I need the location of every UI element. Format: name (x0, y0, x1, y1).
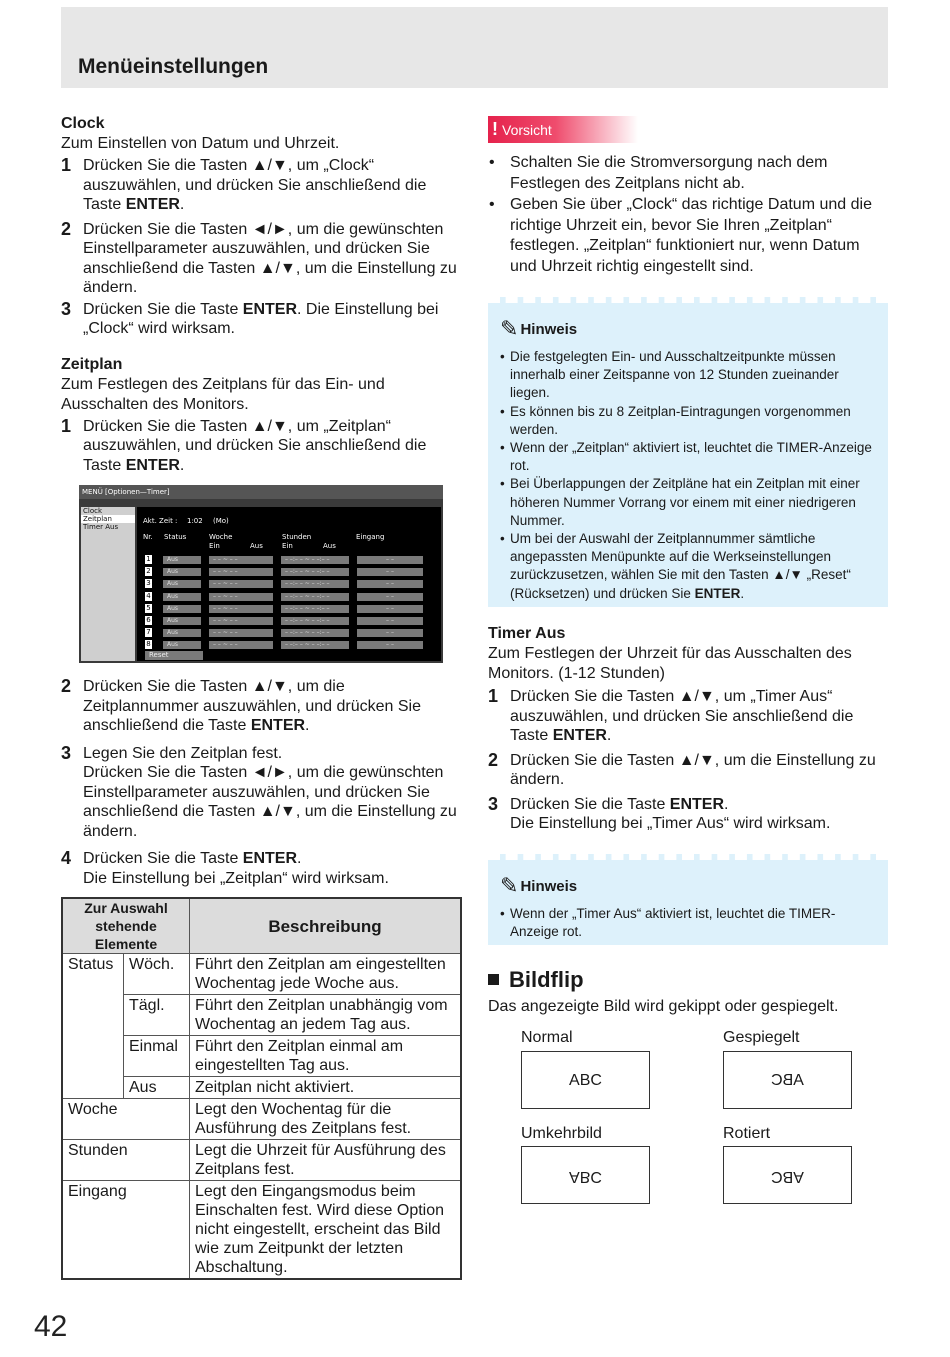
menu-cell-status: Aus (163, 629, 201, 637)
table-cell-stunden: Stunden (62, 1140, 190, 1181)
menu-cell-nr: 4 (146, 591, 151, 600)
timer-aus-intro: Zum Festlegen der Uhrzeit für das Ausschalten des Monitors. (1-12 Stunden) (488, 645, 852, 682)
menu-side-item-selected: Zeitplan (81, 515, 135, 523)
pencil-icon: ✎ (500, 873, 519, 899)
menu-cell-woche: – – ~ – – (209, 617, 273, 625)
clock-step-2: 2 Drücken Sie die Tasten ◄/►, um die gewünschten Einstellparameter auszuwählen, und drücken Sie anschließend die Tasten ▲/▼, um die Einstellung zu ändern. (61, 218, 457, 296)
menu-schedule-row (145, 567, 425, 576)
hint-item: • Die festgelegten Ein- und Ausschaltzeitpunkte müssen innerhalb einer Zeitspanne von 12 Stunden zueinander liegen. (500, 348, 878, 403)
menu-cell-eingang: – – (357, 580, 423, 588)
page-number: 42 (34, 1310, 68, 1343)
timer-aus-step-3: 3 Drücken Sie die Taste ENTER. Die Einstellung bei „Timer Aus“ wird wirksam. (488, 793, 831, 832)
zeitplan-steps-a (61, 417, 463, 476)
menu-cell-stunden: – –:– – ~ – –:– – (281, 605, 349, 613)
table-cell-status: Status (62, 954, 124, 1099)
menu-sub-ein: Ein (282, 542, 293, 550)
menu-cell-eingang: – – (357, 605, 423, 613)
menu-cell-status: Aus (163, 556, 201, 564)
clock-step-1: 1 Drücken Sie die Tasten ▲/▼, um „Clock“ auszuwählen, und drücken Sie anschließend die Taste ENTER. (61, 155, 427, 213)
menu-cell-stunden: – –:– – ~ – –:– – (281, 580, 349, 588)
caution-item: • Schalten Sie die Stromversorgung nach dem Festlegen des Zeitplans nicht ab. (488, 153, 888, 194)
menu-schedule-row (145, 579, 425, 588)
hint-item: • Es können bis zu 8 Zeitplan-Eintragungen vorgenommen werden. (500, 403, 878, 439)
menu-cell-stunden: – –:– – ~ – –:– – (281, 629, 349, 637)
menu-cell-nr: 6 (146, 616, 151, 624)
table-cell-eingang-desc: Legt den Eingangsmodus beim Einschalten fest. Wird diese Option nicht eingestellt, erscheint das Bild wie zum Zeitpunkt der letzten Abschaltung. (190, 1181, 462, 1280)
menu-col-stunden: Stunden (282, 533, 312, 541)
zeitplan-intro: Zum Festlegen des Zeitplans für das Ein- und Ausschalten des Monitors. (61, 375, 385, 413)
page-title: Menüeinstellungen (78, 55, 269, 78)
square-bullet-icon (488, 974, 499, 985)
menu-side-item: Timer Aus (83, 523, 119, 531)
menu-cell-status: Aus (163, 568, 201, 576)
hint-list (500, 905, 878, 941)
clock-steps (61, 156, 463, 339)
menu-cell-eingang: – – (357, 593, 423, 601)
caution-list (488, 153, 888, 277)
clock-title: Clock (61, 115, 105, 132)
timer-aus-step-1: 1 Drücken Sie die Tasten ▲/▼, um „Timer Aus“ auszuwählen, und drücken Sie anschließend die Taste ENTER. (488, 686, 854, 744)
table-cell-einmal-desc: Führt den Zeitplan einmal am eingestellten Tag aus. (190, 1036, 462, 1077)
menu-col-woche: Woche (209, 533, 233, 541)
table-cell-stunden-desc: Legt die Uhrzeit für Ausführung des Zeitplans fest. (190, 1140, 462, 1181)
hint-item: • Wenn der „Timer Aus“ aktiviert ist, leuchtet die TIMER-Anzeige rot. (500, 905, 878, 941)
clock-intro: Zum Einstellen von Datum und Uhrzeit. (61, 135, 340, 152)
timer-aus-step-2: 2 Drücken Sie die Tasten ▲/▼, um die Einstellung zu ändern. (488, 749, 876, 788)
menu-cell-woche: – – ~ – – (209, 556, 273, 564)
menu-sidebar (81, 507, 135, 661)
menu-schedule-row (145, 555, 425, 564)
table-cell-eingang: Eingang (62, 1181, 190, 1280)
flip-label-normal: Normal (521, 1029, 573, 1046)
timer-aus-title: Timer Aus (488, 625, 566, 642)
menu-cell-stunden: – –:– – ~ – –:– – (281, 593, 349, 601)
hint-box-timer-aus (488, 854, 888, 945)
menu-cell-nr: 5 (146, 603, 151, 612)
menu-title-bar: MENÜ [Optionen—Timer] (79, 485, 443, 499)
menu-cell-woche: – – ~ – – (209, 641, 273, 649)
menu-side-item: Clock (83, 507, 103, 515)
caution-header: ! Vorsicht (488, 116, 638, 143)
hint-list (500, 348, 878, 603)
menu-sub-ein: Ein (209, 542, 220, 550)
menu-cell-status: Aus (163, 580, 201, 588)
table-cell-woche-desc: Legt den Wochentag für die Ausführung des Zeitplans fest. (190, 1099, 462, 1140)
table-cell-einmal: Einmal (124, 1036, 190, 1077)
menu-schedule-row (145, 616, 425, 625)
menu-cell-eingang: – – (357, 617, 423, 625)
menu-cell-nr: 7 (146, 628, 151, 637)
table-cell-aus: Aus (124, 1077, 190, 1099)
table-head-description: Beschreibung (190, 898, 462, 954)
table-cell-woche: Woche (62, 1099, 190, 1140)
exclamation-icon: ! (492, 119, 498, 139)
flip-box-gespiegelt: ABC (723, 1051, 852, 1109)
menu-cell-stunden: – –:– – ~ – –:– – (281, 556, 349, 564)
menu-schedule-row (145, 640, 425, 649)
menu-col-nr: Nr. (143, 533, 153, 541)
menu-cell-eingang: – – (357, 629, 423, 637)
left-column (61, 114, 463, 1280)
bildflip-title: Bildflip (488, 967, 888, 993)
pencil-icon: ✎ (500, 317, 519, 342)
zeitplan-step-3: 3 Legen Sie den Zeitplan fest. Drücken Sie die Tasten ◄/►, um die gewünschten Einstellparameter auszuwählen, und drücken Sie anschließend die Tasten ▲/▼, um die Einstellung zu ändern. (61, 742, 457, 840)
menu-cell-nr: 2 (146, 567, 151, 576)
menu-akt-label: Akt. Zeit : (143, 517, 178, 525)
table-cell-tagl-desc: Führt den Zeitplan unabhängig vom Wochentag an jedem Tag aus. (190, 995, 462, 1036)
flip-label-rotiert: Rotiert (723, 1125, 771, 1142)
menu-sub-aus: Aus (250, 542, 263, 550)
flip-box-normal: ABC (521, 1051, 650, 1109)
hint-box-zeitplan (488, 297, 888, 607)
hint-item: • Wenn der „Zeitplan“ aktiviert ist, leuchtet die TIMER-Anzeige rot. (500, 439, 878, 475)
zeitplan-step-1: 1 Drücken Sie die Tasten ▲/▼, um „Zeitplan“ auszuwählen, und drücken Sie anschließend die Taste ENTER. (61, 415, 427, 474)
bildflip-intro: Das angezeigte Bild wird gekippt oder gespiegelt. (488, 997, 839, 1015)
clock-step-3: 3 Drücken Sie die Taste ENTER. Die Einstellung bei „Clock“ wird wirksam. (61, 298, 439, 337)
hint-header: ✎ Hinweis (500, 317, 578, 342)
menu-sub-aus: Aus (323, 542, 336, 550)
menu-cell-stunden: – –:– – ~ – –:– – (281, 641, 349, 649)
right-column (488, 116, 888, 1017)
page-header (61, 7, 888, 88)
menu-schedule-row (145, 592, 425, 601)
table-cell-tagl: Tägl. (124, 995, 190, 1036)
menu-cell-status: Aus (163, 641, 201, 649)
menu-schedule-row (145, 604, 425, 613)
menu-schedule-row (145, 628, 425, 637)
table-cell-woch: Wöch. (124, 954, 190, 995)
menu-main (137, 507, 441, 661)
menu-akt-time: 1:02 (187, 517, 203, 525)
flip-label-gespiegelt: Gespiegelt (723, 1029, 800, 1046)
timer-menu-screenshot (79, 485, 443, 663)
hint-item: • Um bei der Auswahl der Zeitplannummer sämtliche angepassten Menüpunkte auf die Werkseinstellungen zurückzusetzen, wählen Sie mit den Tasten ▲/▼ „Reset“ (Rücksetzen) und drücken Sie ENTER. (500, 530, 878, 603)
menu-cell-nr: 8 (146, 640, 151, 649)
menu-cell-woche: – – ~ – – (209, 629, 273, 637)
menu-cell-status: Aus (163, 617, 201, 625)
menu-cell-stunden: – –:– – ~ – –:– – (281, 617, 349, 625)
table-head-items: Zur Auswahl stehende Elemente (62, 898, 190, 954)
menu-akt-day: (Mo) (213, 517, 229, 525)
table-cell-aus-desc: Zeitplan nicht aktiviert. (190, 1077, 462, 1099)
menu-cell-woche: – – ~ – – (209, 593, 273, 601)
caution-item: • Geben Sie über „Clock“ das richtige Datum und die richtige Uhrzeit ein, bevor Sie Ihren „Zeitplan“ festlegen. „Zeitplan“ funktioniert nur, wenn Datum und Uhrzeit richtig eingestellt sind. (488, 195, 888, 277)
menu-col-eingang: Eingang (356, 533, 385, 541)
menu-cell-eingang: – – (357, 568, 423, 576)
menu-cell-eingang: – – (357, 556, 423, 564)
zeitplan-description-table (61, 897, 462, 1280)
menu-cell-woche: – – ~ – – (209, 568, 273, 576)
zeitplan-step-2: 2 Drücken Sie die Tasten ▲/▼, um die Zeitplannummer auszuwählen, und drücken Sie anschließend die Taste ENTER. (61, 676, 421, 734)
menu-cell-nr: 1 (146, 555, 151, 563)
flip-label-umkehrbild: Umkehrbild (521, 1125, 602, 1142)
menu-cell-eingang: – – (357, 641, 423, 649)
menu-cell-woche: – – ~ – – (209, 580, 273, 588)
hint-header: ✎ Hinweis (500, 873, 578, 899)
zeitplan-steps-b (61, 677, 463, 888)
table-cell-woch-desc: Führt den Zeitplan am eingestellten Wochentag jede Woche aus. (190, 954, 462, 995)
menu-cell-woche: – – ~ – – (209, 605, 273, 613)
menu-cell-status: Aus (163, 593, 201, 601)
hint-item: • Bei Überlappungen der Zeitpläne hat ein Zeitplan mit einer höheren Nummer Vorrang vor einem mit einer niedrigeren Nummer. (500, 475, 878, 530)
menu-cell-stunden: – –:– – ~ – –:– – (281, 568, 349, 576)
menu-cell-nr: 3 (146, 579, 151, 588)
zeitplan-title: Zeitplan (61, 355, 123, 373)
flip-box-rotiert: ABC (723, 1146, 852, 1204)
flip-box-umkehrbild: ABC (521, 1146, 650, 1204)
menu-reset: Reset (145, 651, 203, 660)
zeitplan-step-4: 4 Drücken Sie die Taste ENTER. Die Einstellung bei „Zeitplan“ wird wirksam. (61, 848, 389, 887)
timer-aus-steps (488, 687, 888, 834)
menu-cell-status: Aus (163, 605, 201, 613)
menu-col-status: Status (164, 533, 187, 541)
